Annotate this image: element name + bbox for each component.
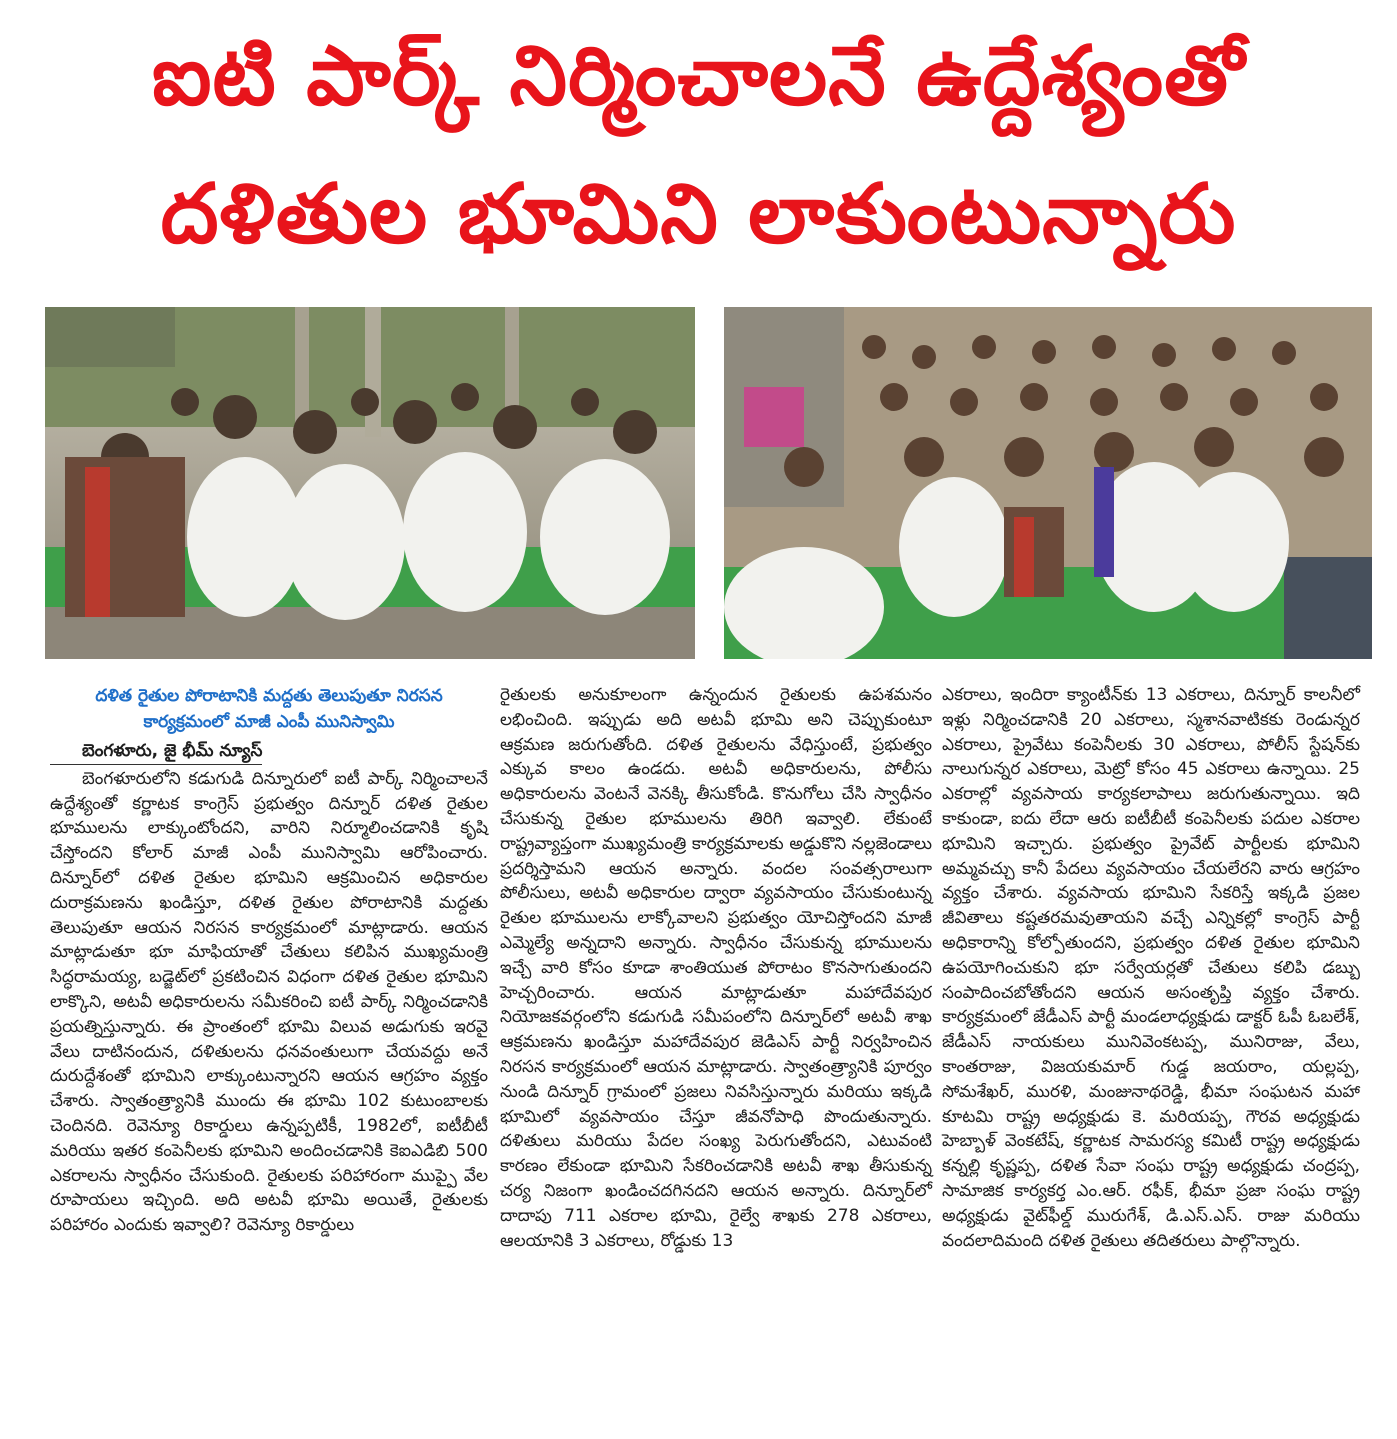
article-body-col3: ఎకరాలు, ఇందిరా క్యాంటీన్‌కు 13 ఎకరాలు, దిన్నూర్ కాలనీలో ఇళ్లు నిర్మించడానికి 20 ఎకరాలు, స్మశానవాటికకు రెండున్నర ఎకరాలు, ప్రైవేటు కంపెనీలకు 30 ఎకరాలు, పోలీస్ స్టేషన్‌కు నాలుగున్నర ఎకరాలు, మెట్రో కోసం 45 ఎకరాలు ఉన్నాయి. 25 ఎకరాల్లో వ్యవసాయ కార్యకలాపాలు జరుగుతున్నాయి. ఇది కాకుండా, ఐదు లేదా ఆరు ఐటీబీటీ కంపెనీలకు పదుల ఎకరాల భూమిని ఇచ్చారు. ప్రభుత్వం ప్రైవేట్ పార్టీలకు భూమిని అమ్మవచ్చు కానీ పేదలు వ్యవసాయం చేయలేరని వారు ఆగ్రహం వ్యక్తం చేశారు. వ్యవసాయ భూమిని సేకరిస్తే ఇక్కడి ప్రజల జీవితాలు కష్టతరమవుతాయని వచ్చే ఎన్నికల్లో కాంగ్రెస్ పార్టీ అధికారాన్ని కోల్పోతుందని, ప్రభుత్వం దళిత రైతుల భూమిని ఉపయోగించుకుని భూ సర్వేయర్లతో చేతులు కలిపి డబ్బు సంపాదించబోతోందని ఆయన అసంతృప్తి వ్యక్తం చేశారు. కార్యక్రమంలో జేడీఎస్ పార్టీ మండలాధ్యక్షుడు డాక్టర్ ఓపీ ఓబలేశ్, జేడీఎస్ నాయకులు మునివెంకటప్ప, మునిరాజు, వేలు, కాంతరాజు, విజయకుమార్ గుడ్డ జయరాం, యల్లప్ప, సోమశేఖర్, మురళి, మంజునాథరెడ్డి, భీమా సంఘటన మహా కూటమి రాష్ట్ర అధ్యక్షుడు కె. మరియప్ప, గౌరవ అధ్యక్షుడు హెబ్బాళ్ వెంకటేష్, కర్ణాటక సామరస్య కమిటీ రాష్ట్ర అధ్యక్షుడు కన్నల్లి కృష్ణప్ప, దళిత సేవా సంఘ రాష్ట్ర అధ్యక్షుడు చంద్రప్ప, సామాజిక కార్యకర్త ఎం.ఆర్. రఫీక్, భీమా ప్రజా సంఘ రాష్ట్ర అధ్యక్షుడు వైట్‌ఫీల్డ్ మురుగేశ్, డి.ఎస్.ఎస్. రాజు మరియు వందలాదిమంది దళిత రైతులు తదితరులు పాల్గొన్నారు. (942, 685, 1360, 1251)
photo-caption: దళిత రైతుల పోరాటానికి మద్దతు తెలుపుతూ నిరసన కార్యక్రమంలో మాజీ ఎంపీ మునిస్వామి (95, 686, 443, 732)
article-body-col1: బెంగళూరులోని కడుగుడి దిన్నూరులో ఐటీ పార్క్ నిర్మించాలనే ఉద్దేశ్యంతో కర్ణాటక కాంగ్రెస్ ప్రభుత్వం దిన్నూర్ దళిత రైతుల భూములను లాక్కుంటోందని, వారిని నిర్మూలించడానికి కృషి చేస్తోందని కోలార్ మాజీ ఎంపీ మునిస్వామి ఆరోపించారు. దిన్నూర్‌లో దళిత రైతుల భూమిని ఆక్రమించిన అధికారుల దురాక్రమణను ఖండిస్తూ, దళిత రైతుల పోరాటానికి మద్దతు తెలుపుతూ ఆయన నిరసన కార్యక్రమంలో మాట్లాడారు. ఆయన మాట్లాడుతూ భూ మాఫియాతో చేతులు కలిపిన ముఖ్యమంత్రి సిద్ధరామయ్య, బడ్జెట్‌లో ప్రకటించిన విధంగా దళిత రైతుల భూమిని లాక్కొని, అటవీ అధికారులను సమీకరించి ఐటీ పార్క్ నిర్మించడానికి ప్రయత్నిస్తున్నారు. ఈ ప్రాంతంలో భూమి విలువ అడుగుకు ఇరవై వేలు దాటినందున, దళితులను ధనవంతులుగా చేయవద్దు అనే దురుద్దేశంతో భూమిని లాక్కుంటున్నారని ఆయన ఆగ్రహం వ్యక్తం చేశారు. స్వాతంత్ర్యానికి ముందు ఈ భూమి 102 కుటుంబాలకు చెందినది. రెవెన్యూ రికార్డులు ఉన్నప్పటికీ, 1982లో, ఐటీబీటీ మరియు ఇతర కంపెనీలకు భూమిని అందించడానికి కెఐఎడిబి 500 ఎకరాలను స్వాధీనం చేసుకుంది. రైతులకు పరిహారంగా ముప్పై వేల రూపాయలు ఇచ్చింది. అది అటవీ భూమి అయితే, రైతులకు పరిహారం ఎందుకు ఇవ్వాలి? రెవెన్యూ రికార్డులు (50, 768, 488, 1236)
article-column-2 (500, 683, 932, 1253)
protest-photo-left (45, 307, 695, 659)
protest-photo-right (724, 307, 1372, 659)
headline-line-2: దళితుల భూమిని లాకుంటున్నారు (160, 167, 1237, 262)
article-column-1 (50, 683, 488, 1238)
article-body-col2: రైతులకు అనుకూలంగా ఉన్నందున రైతులకు ఉపశమనం లభించింది. ఇప్పుడు అది అటవీ భూమి అని చెప్పుకుంటూ ఆక్రమణ జరుగుతోంది. దళిత రైతులను వేధిస్తుంటే, ప్రభుత్వం ఎక్కువ కాలం ఉండదు. అటవీ అధికారులను, పోలీసు అధికారులను వెంటనే వెనక్కి తీసుకోండి. కొనుగోలు చేసి స్వాధీనం చేసుకున్న రైతుల భూములను తిరిగి ఇవ్వాలి. లేకుంటే రాష్ట్రవ్యాప్తంగా ముఖ్యమంత్రి కార్యక్రమాలకు అడ్డుకొని నల్లజెండాలు ప్రదర్శిస్తామని ఆయన అన్నారు. వందల సంవత్సరాలుగా పోలీసులు, అటవీ అధికారుల ద్వారా వ్యవసాయం చేసుకుంటున్న రైతుల భూములను లాక్కోవాలని ప్రభుత్వం యోచిస్తోందని మాజీ ఎమ్మెల్యే అన్నదాని అన్నారు. స్వాధీనం చేసుకున్న భూములను ఇచ్చే వారి కోసం కూడా శాంతియుత పోరాటం కొనసాగుతుందని హెచ్చరించారు. ఆయన మాట్లాడుతూ మహాదేవపుర నియోజకవర్గంలోని కడుగుడి సమీపంలోని దిన్నూర్‌లో అటవీ శాఖ ఆక్రమణను ఖండిస్తూ మహాదేవపుర జెడిఎస్ పార్టీ నిర్వహించిన నిరసన కార్యక్రమంలో ఆయన మాట్లాడారు. స్వాతంత్ర్యానికి పూర్వం నుండి దిన్నూర్ గ్రామంలో ప్రజలు నివసిస్తున్నారు మరియు ఇక్కడి భూమిలో వ్యవసాయం చేస్తూ జీవనోపాధి పొందుతున్నారు. దళితులు మరియు పేదల సంఖ్య పెరుగుతోందని, ఎటువంటి కారణం లేకుండా భూమిని సేకరించడానికి అటవీ శాఖ తీసుకున్న చర్య నిజంగా ఖండించదగినదని ఆయన అన్నారు. దిన్నూర్‌లో దాదాపు 711 ఎకరాల భూమి, రైల్వే శాఖకు 278 ఎకరాలు, ఆలయానికి 3 ఎకరాలు, రోడ్డుకు 13 (500, 685, 932, 1251)
headline-line-1: ఐటి పార్క్ నిర్మించాలనే ఉద్దేశ్యంతో (151, 29, 1246, 124)
dateline: బెంగళూరు, జై భీమ్ న్యూస్ (50, 739, 262, 765)
article-column-3 (942, 683, 1360, 1253)
